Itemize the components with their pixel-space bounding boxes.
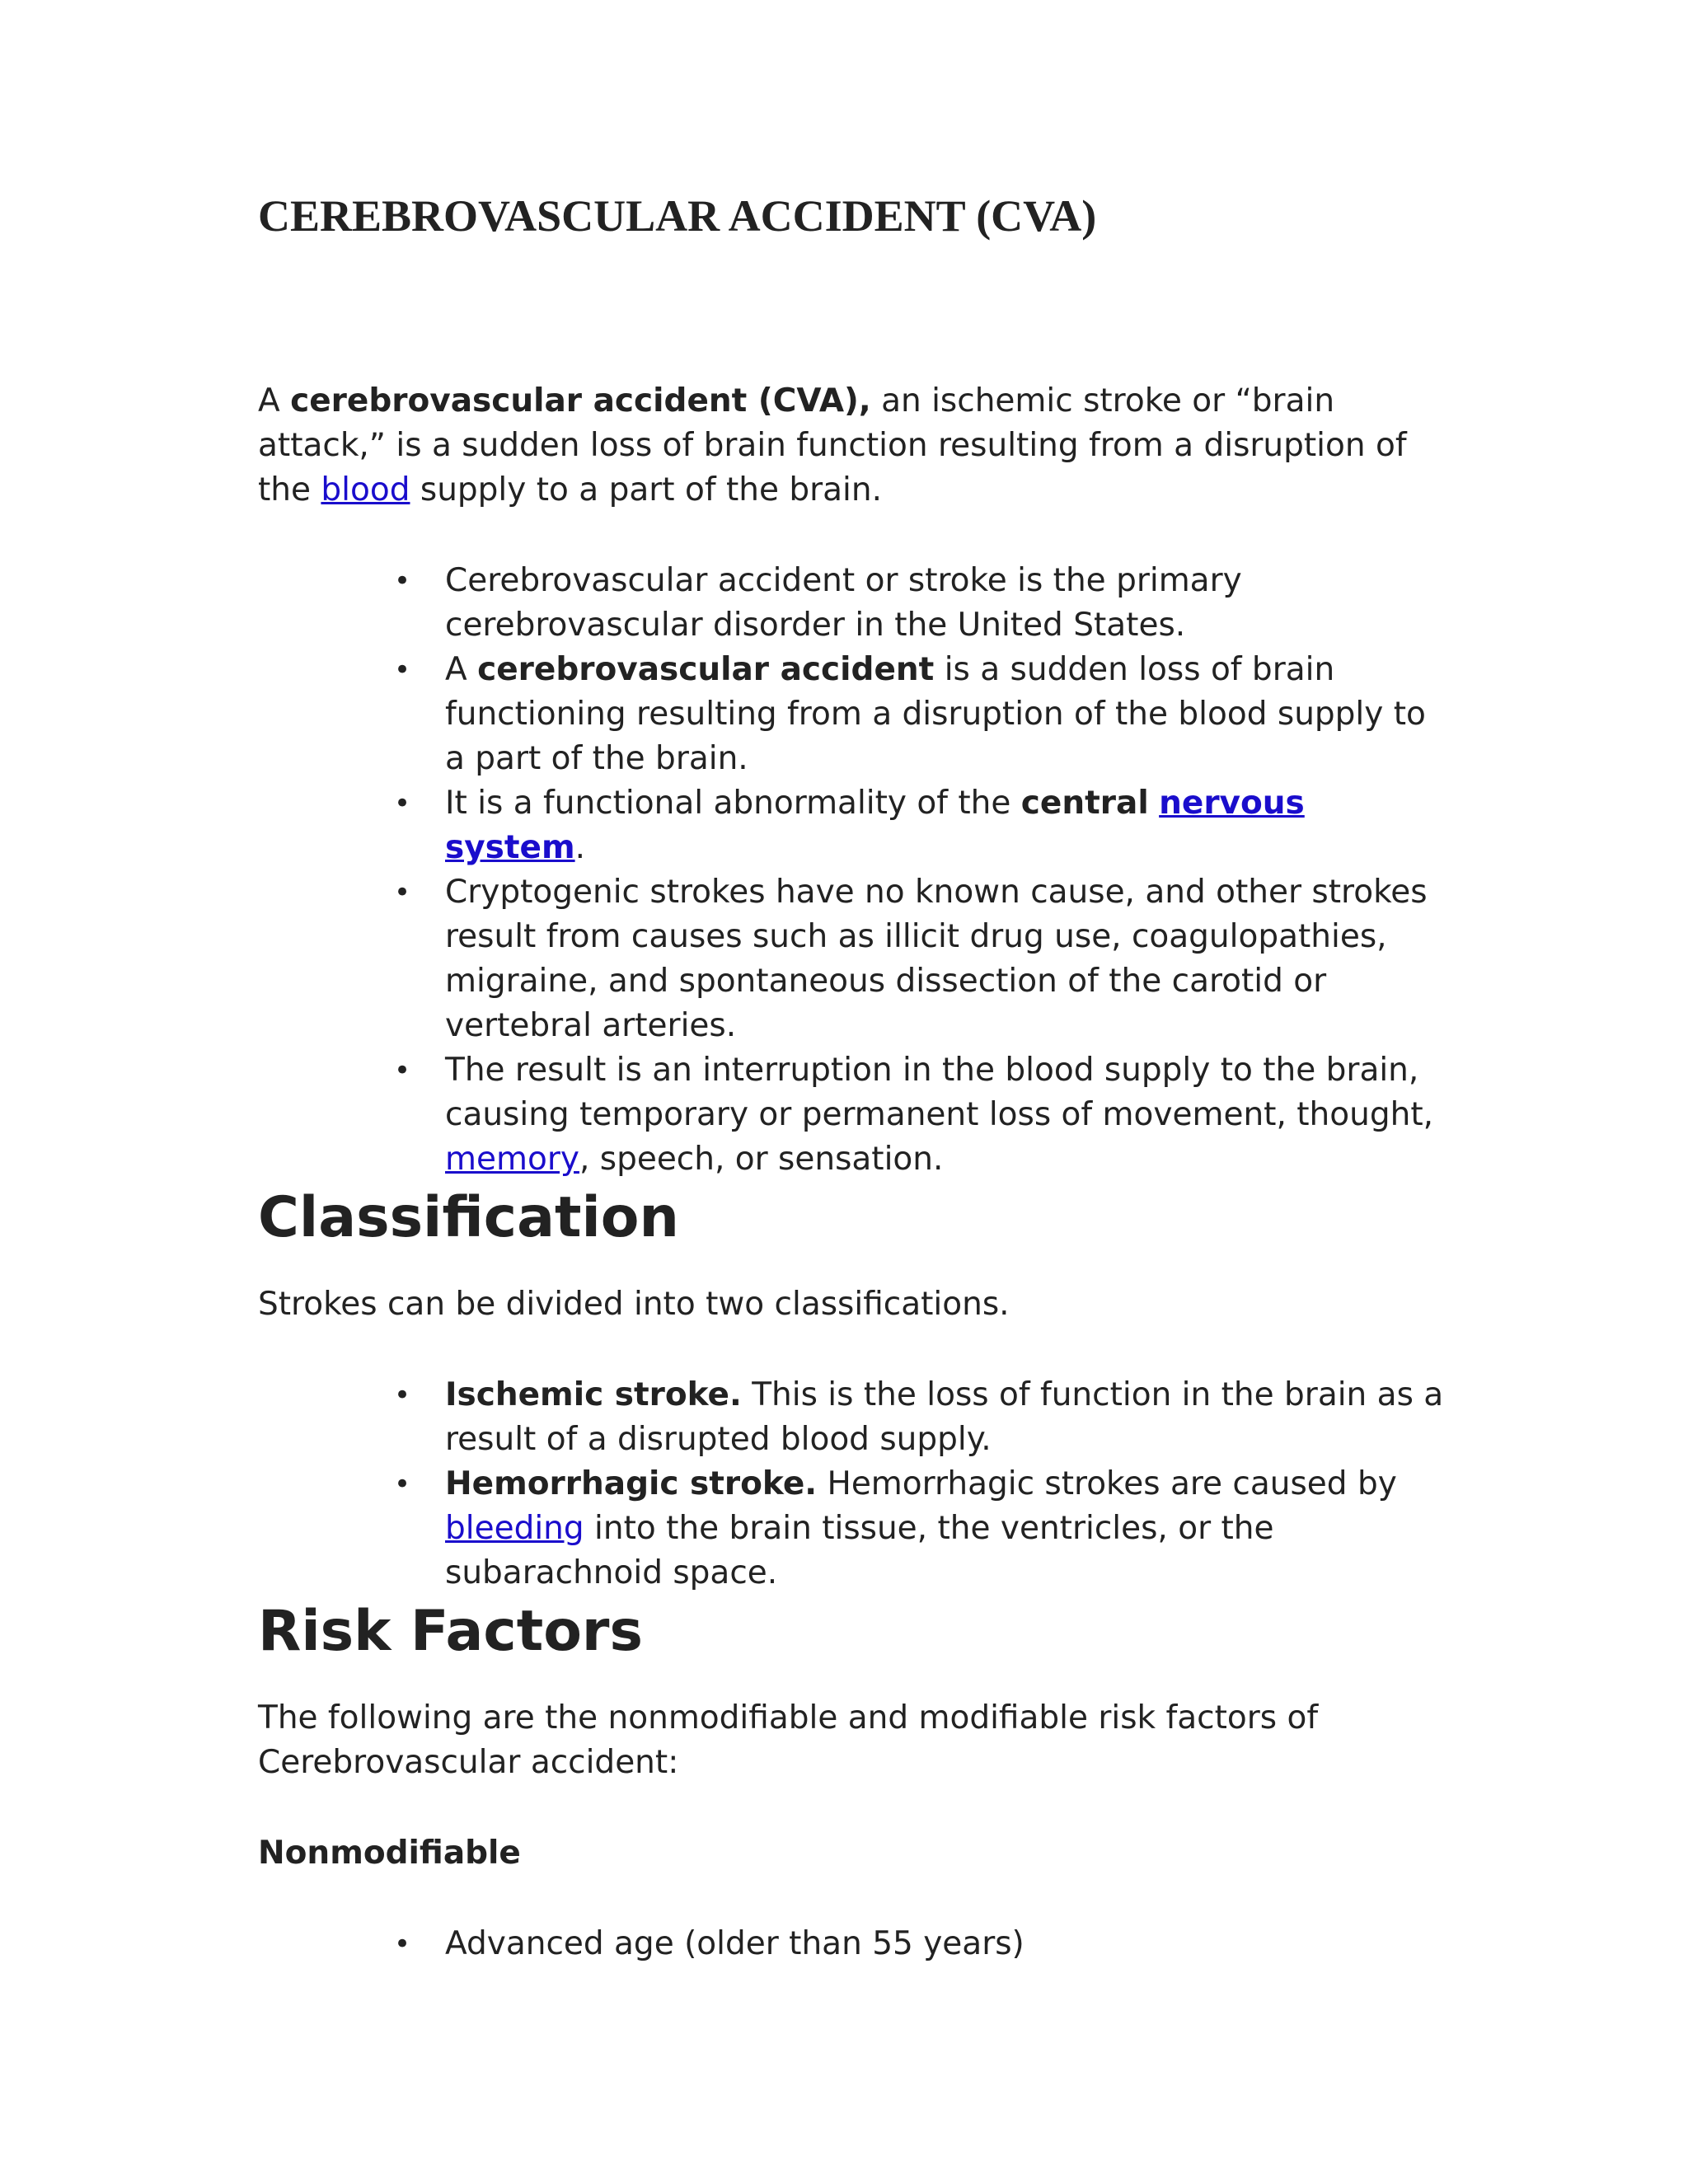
bleeding-link[interactable]: bleeding — [445, 1510, 584, 1547]
nervous-system-link[interactable]: nervous system — [445, 785, 1305, 866]
bullet-text: , speech, or sensation. — [579, 1141, 944, 1178]
bullet-text: Cryptogenic strokes have no known cause, and other strokes result from causes such as illicit drug use, coagulopathies, migraine, and spontaneous dissection of the carotid or vertebral arteries. — [445, 874, 1428, 1044]
bullet-bold-term: Hemorrhagic stroke. — [445, 1465, 818, 1502]
document-title: CEREBROVASCULAR ACCIDENT (CVA) — [258, 191, 1097, 241]
bullet-text: It is a functional abnormality of the — [445, 785, 1021, 822]
list-item — [258, 1462, 1445, 1596]
intro-bold-term: cerebrovascular accident (CVA), — [290, 382, 871, 419]
bullet-text: The result is an interruption in the blood supply to the brain, causing temporary or permanent loss of movement, thought, — [445, 1052, 1434, 1133]
bullet-bold-term: Ischemic stroke. — [445, 1376, 742, 1413]
bullet-text: Cerebrovascular accident or stroke is the primary cerebrovascular disorder in the United States. — [445, 562, 1242, 644]
bullet-text: This is the loss of function in the brain as a result of a disrupted blood supply. — [445, 1376, 1444, 1458]
intro-paragraph — [258, 379, 1445, 513]
list-item — [258, 781, 1445, 870]
risk-factors-heading: Risk Factors — [258, 1599, 643, 1664]
document-content — [258, 191, 1445, 1966]
list-item — [258, 1048, 1445, 1182]
list-item — [258, 870, 1445, 1048]
classification-intro: Strokes can be divided into two classifications. — [258, 1286, 1010, 1323]
blood-link[interactable]: blood — [321, 471, 410, 509]
bullet-text: . — [574, 829, 585, 866]
list-item — [258, 559, 1445, 648]
bullet-bold-term: central — [1020, 785, 1149, 822]
bullet-text: is a sudden loss of brain functioning resulting from a disruption of the blood supply to a part of the brain. — [445, 651, 1426, 777]
list-item — [258, 1373, 1445, 1462]
bullet-text — [1149, 785, 1159, 822]
bullet-text: Advanced age (older than 55 years) — [445, 1925, 1025, 1962]
memory-link[interactable]: memory — [445, 1141, 579, 1178]
list-item — [258, 648, 1445, 781]
list-item — [258, 1922, 1445, 1966]
classification-bullet-list — [258, 1373, 1445, 1596]
bullet-text: Hemorrhagic strokes are caused by — [817, 1465, 1397, 1502]
classification-heading: Classification — [258, 1185, 679, 1250]
bullet-bold-term: cerebrovascular accident — [477, 651, 935, 688]
bullet-text: into the brain tissue, the ventricles, or the subarachnoid space. — [445, 1510, 1274, 1591]
intro-text: an ischemic stroke or “brain attack,” is a sudden loss of brain function resulting from a disruption of the — [258, 382, 1407, 509]
bullet-text: A — [445, 651, 478, 688]
nonmodifiable-bullet-list — [258, 1922, 1445, 1966]
intro-text: A — [258, 382, 291, 419]
overview-bullet-list — [258, 559, 1445, 1182]
intro-text: supply to a part of the brain. — [410, 471, 882, 509]
nonmodifiable-heading: Nonmodifiable — [258, 1835, 521, 1872]
risk-factors-intro: The following are the nonmodifiable and modifiable risk factors of Cerebrovascular accident: — [258, 1699, 1319, 1781]
